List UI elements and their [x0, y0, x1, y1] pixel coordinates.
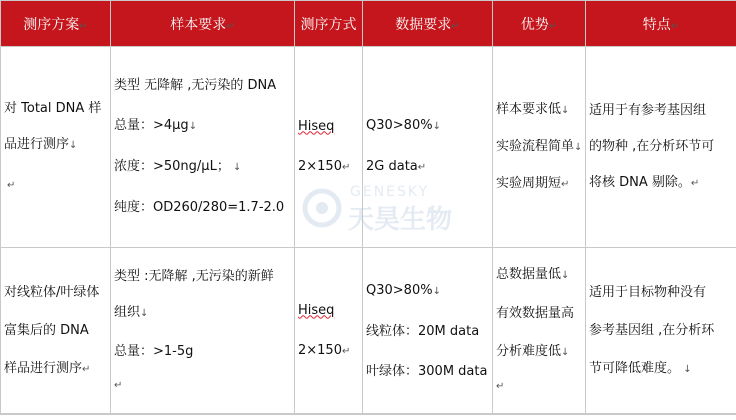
cell-scheme: 对线粒体/叶绿体 富集后的 DNA 样品进行测序↵ — [1, 248, 111, 415]
cell-scheme: 对 Total DNA 样 品进行测序↓ ↵ — [1, 47, 111, 248]
header-data-requirement: 数据要求↵ — [363, 1, 493, 47]
cell-data-requirement: Q30>80%↓ 线粒体：20M data 叶绿体：300M data — [363, 248, 493, 415]
cell-sequencing-method: Hiseq 2×150↵ — [295, 248, 363, 415]
header-sequencing-method: 测序方式 — [295, 1, 363, 47]
table-header-row — [1, 1, 736, 47]
header-scheme: 测序方案↵ — [1, 1, 111, 47]
cell-sample-requirement: 类型 无降解 ,无污染的 DNA 总量：>4μg↓ 浓度：>50ng/μL； ↓ 纯度：OD260/280=1.7-2.0 — [111, 47, 295, 248]
cell-sample-requirement: 类型 :无降解 ,无污染的新鲜 组织↓ 总量：>1-5g ↵ — [111, 248, 295, 415]
cell-advantage: 总数据量低↓ 有效数据量高 分析难度低↓ ↵ — [493, 248, 586, 415]
svg-text:GENESKY: GENESKY — [350, 184, 429, 200]
cell-sequencing-method: Hiseq 2×150↵ — [295, 47, 363, 248]
header-sample-requirement: 样本要求↵ — [111, 1, 295, 47]
header-advantage: 优势↵ — [493, 1, 586, 47]
cell-advantage: 样本要求低↓ 实验流程简单↓ 实验周期短↵ — [493, 47, 586, 248]
header-feature: 特点↵ — [586, 1, 736, 47]
svg-text:天昊生物: 天昊生物 — [348, 205, 452, 235]
table-row — [1, 47, 736, 248]
cell-feature: 适用于有参考基因组 的物种 ,在分析环节可 将核 DNA 剔除。↵ — [586, 47, 736, 248]
cell-data-requirement: Q30>80%↓ 2G data↵ — [363, 47, 493, 248]
cell-feature: 适用于目标物种没有 参考基因组 ,在分析环 节可降低难度。 ↓ — [586, 248, 736, 415]
table-row — [1, 248, 736, 415]
